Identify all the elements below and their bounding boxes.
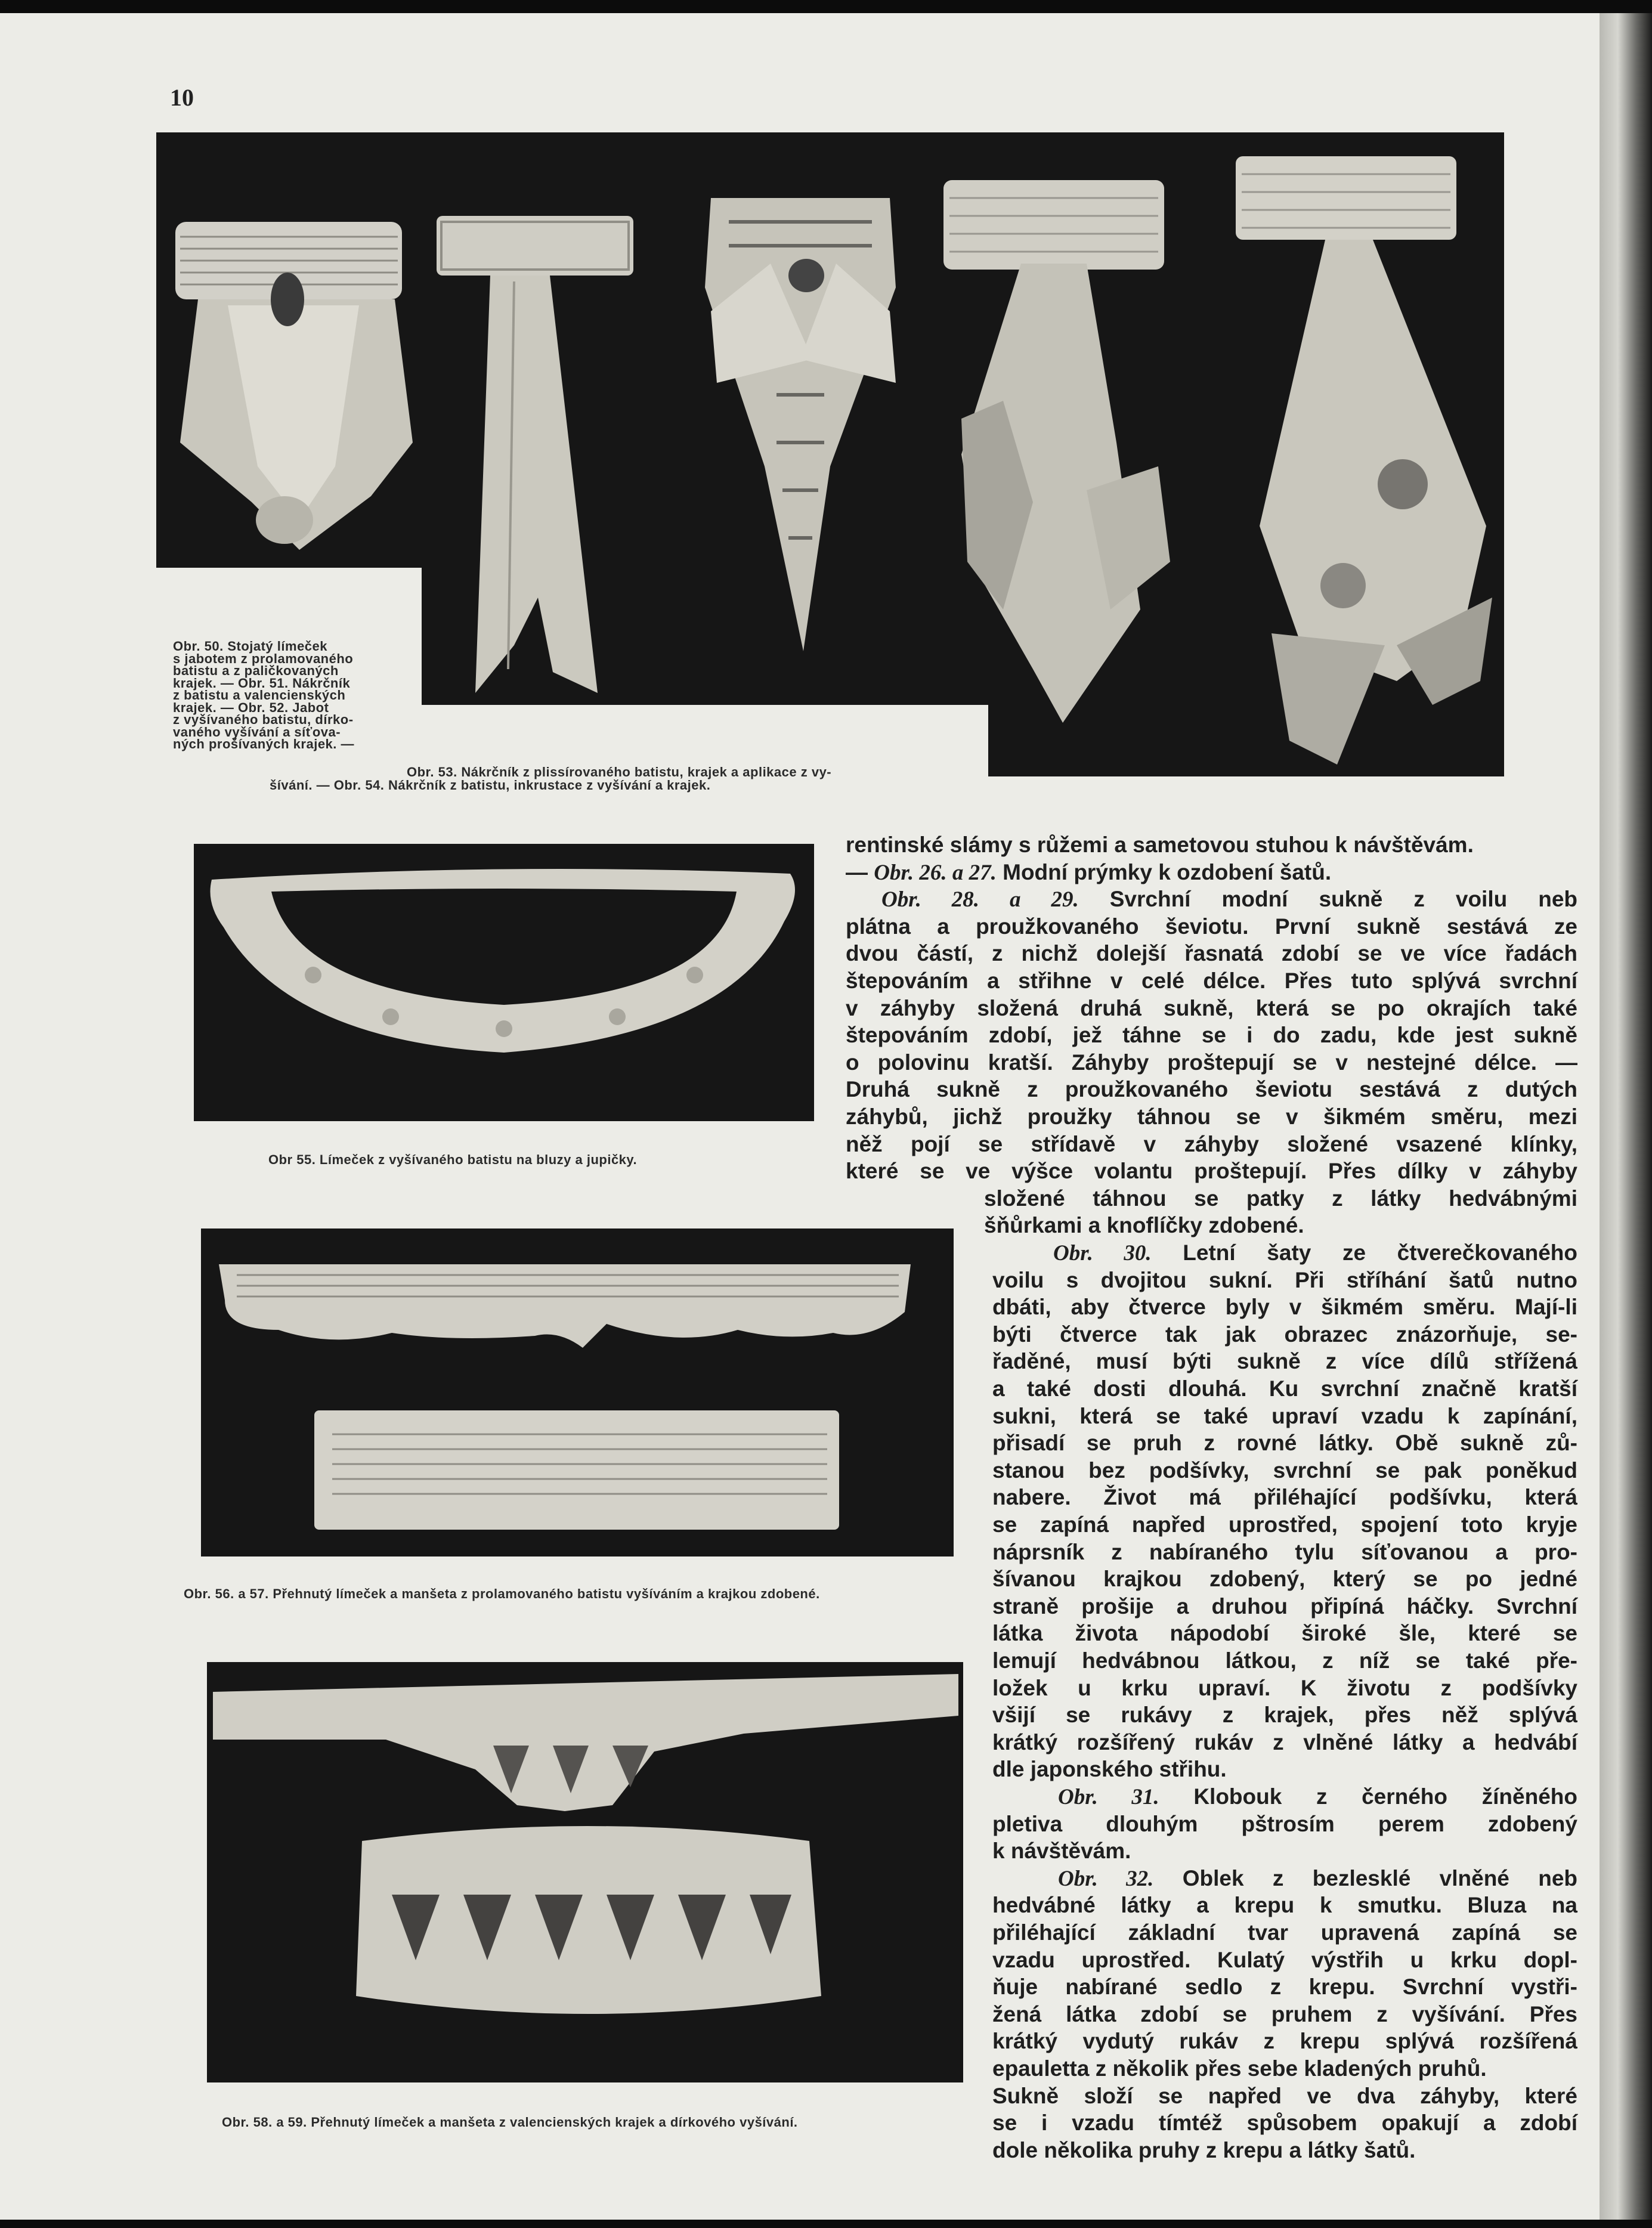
text-segment: —: [846, 859, 874, 884]
magazine-page: [0, 13, 1600, 2220]
photo-collar-cuff-56-57: [201, 1229, 954, 1556]
text-segment: složené táhnou se patky z látky hedvábnými: [984, 1186, 1577, 1211]
text-segment: přisadí se pruh z rovné látky. Obě sukně zů-: [992, 1431, 1577, 1456]
text-segment: Oblek z bezlesklé vlněné neb: [1153, 1865, 1578, 1890]
text-segment: Sukně složí se napřed ve dva záhyby, které: [992, 2083, 1577, 2108]
text-segment: dole několika pruhy z krepu a látky šatů.: [992, 2137, 1416, 2162]
text-segment: přiléhající základní tvar upravená zapíná se: [992, 1920, 1577, 1945]
text-segment: které se ve výšce volantu proštepují. Přes dílky v záhyby: [846, 1159, 1577, 1184]
caption-line: Obr. 50. Stojatý límeček: [173, 639, 328, 654]
text-segment: náprsník z nabíraného tylu síťovanou a pro-: [992, 1539, 1577, 1564]
text-line: [992, 1729, 1577, 1756]
text-segment: býti čtverce tak jak obrazec znázorňuje, se-: [992, 1322, 1577, 1347]
caption-fig-50-52: [173, 640, 412, 751]
caption-line: krajek. — Obr. 52. Jabot: [173, 700, 329, 715]
text-segment: v záhyby složená druhá sukně, která se po okrajích také: [846, 995, 1577, 1020]
photo-collar-cuff-58-59: [207, 1662, 963, 2082]
caption-line: šívání. — Obr. 54. Nákrčník z batistu, inkrustace z vyšívání a krajek.: [270, 778, 711, 793]
text-segment: Klobouk z černého žíněného: [1159, 1784, 1577, 1809]
caption-line: z vyšívaného batistu, dírko-: [173, 712, 354, 727]
text-line: [992, 1348, 1577, 1375]
text-segment: krátký rozšířený rukáv z vlněné látky a hedvábí: [992, 1729, 1577, 1754]
caption-line: z batistu a valencienských: [173, 688, 346, 703]
text-line: [846, 1022, 1577, 1049]
text-segment: krátký vydutý rukáv z krepu splývá rozšířená: [992, 2029, 1577, 2054]
text-segment: Svrchní modní sukně z voilu neb: [1078, 887, 1578, 912]
text-line: [846, 1103, 1577, 1131]
text-line: [984, 1185, 1577, 1212]
text-segment: vzadu uprostřed. Kulatý výstřih u krku dopl-: [992, 1947, 1577, 1972]
text-line: [992, 1484, 1577, 1511]
text-line: [846, 831, 1577, 859]
text-segment: plátna a proužkovaného ševiotu. První sukně sestává ze: [846, 914, 1577, 939]
text-line: [992, 1267, 1577, 1294]
text-segment: o polovinu kratší. Záhyby proštepují se v nestejné délce. —: [846, 1050, 1577, 1075]
text-segment: k návštěvám.: [992, 1839, 1131, 1864]
text-segment: hedvábné látky a krepu k smutku. Bluza na: [992, 1893, 1577, 1918]
text-line: [992, 2028, 1577, 2055]
caption-line: ných prošívaných krajek. —: [173, 737, 355, 751]
illustration-collar-56: [219, 1264, 911, 1348]
figure-reference: Obr. 31.: [1058, 1785, 1159, 1809]
text-line: [992, 2055, 1577, 2082]
text-segment: voilu s dvojitou sukní. Při stříhání šatů nutno: [992, 1267, 1577, 1292]
text-line: [992, 2137, 1577, 2164]
text-segment: epauletta z několik přes sebe kladených pruhů.: [992, 2056, 1487, 2081]
text-line: [992, 1675, 1577, 1702]
caption-line: krajek. — Obr. 51. Nákrčník: [173, 675, 351, 691]
text-segment: Druhá sukně z proužkovaného ševiotu sestává z dutých: [846, 1077, 1577, 1102]
text-line: [881, 886, 1577, 914]
text-segment: něž pojí se střídavě v záhyby složené vsazené klínky,: [846, 1131, 1577, 1156]
text-segment: se zapíná napřed uprostřed, spojení toto kryje: [992, 1512, 1577, 1537]
page-number: 10: [170, 84, 194, 111]
text-line: [992, 1620, 1577, 1647]
text-line: [992, 2109, 1577, 2137]
text-line: [992, 1701, 1577, 1729]
text-line: [846, 1158, 1577, 1185]
text-line: [846, 1049, 1577, 1076]
text-line: [846, 913, 1577, 940]
text-segment: štepováním a střihne v celé délce. Přes tuto splývá svrchní: [846, 968, 1577, 993]
caption-fig-55: Obr 55. Límeček z vyšívaného batistu na bluzy a jupičky.: [268, 1152, 638, 1167]
text-line: [992, 1294, 1577, 1321]
text-line: [992, 1429, 1577, 1457]
text-line: [846, 1131, 1577, 1158]
text-line: [984, 1212, 1577, 1239]
text-segment: dle japonského střihu.: [992, 1757, 1227, 1782]
text-line: [846, 1076, 1577, 1103]
text-segment: záhybů, jichž proužky táhnou se v šikmém směru, mezi: [846, 1104, 1577, 1129]
text-segment: straně prošije a druhou připíná háčky. Svrchní: [992, 1593, 1577, 1619]
text-line: [846, 995, 1577, 1022]
text-segment: šňůrkami a knoflíčky zdobené.: [984, 1213, 1304, 1238]
text-line: [992, 1947, 1577, 1974]
text-line: [992, 1593, 1577, 1620]
text-line: [992, 1919, 1577, 1947]
illustration-cuff-59: [356, 1826, 821, 2014]
text-segment: nabere. Život má přiléhající podšívku, která: [992, 1485, 1577, 1510]
figure-reference: Obr. 30.: [1053, 1241, 1152, 1265]
photo-collar-55: [194, 844, 814, 1121]
text-segment: Modní prýmky k ozdobení šatů.: [996, 859, 1332, 884]
text-line: [992, 1511, 1577, 1539]
caption-line: batistu a z paličkovaných: [173, 663, 339, 678]
caption-fig-56-57: Obr. 56. a 57. Přehnutý límeček a manšeta z prolamovaného batistu vyšíváním a krajkou zdobené.: [184, 1586, 820, 1601]
text-segment: se i vzadu tímtéž spůsobem opakují a zdobí: [992, 2111, 1577, 2136]
text-segment: štepováním zdobí, jež táhne se i do zadu, kde jest sukně: [846, 1023, 1577, 1048]
caption-line: Obr. 53. Nákrčník z plissírovaného batistu, krajek a aplikace z vy-: [407, 765, 832, 779]
book-spine-edge: [1600, 13, 1652, 2220]
text-line: [1058, 1865, 1577, 1893]
text-line: [992, 1457, 1577, 1484]
illustration-cuff-57: [314, 1410, 839, 1530]
text-segment: šívanou krajkou zdobený, který se po jedné: [992, 1567, 1577, 1592]
text-line: [992, 1892, 1577, 1919]
text-segment: ložek u krku upraví. K životu z podšívky: [992, 1675, 1577, 1700]
text-line: [992, 1565, 1577, 1593]
text-segment: všijí se rukávy z krajek, přes něž splývá: [992, 1703, 1577, 1728]
caption-fig-53-54: [270, 765, 943, 793]
text-segment: látka života nápodobí široké šle, které se: [992, 1621, 1577, 1646]
text-segment: dvou částí, z nichž dolejší řasnatá zdobí se ve více řadách: [846, 941, 1577, 966]
figure-reference: Obr. 26. a 27.: [874, 860, 997, 885]
text-line: [992, 1647, 1577, 1675]
text-line: [992, 1837, 1577, 1865]
text-segment: Letní šaty ze čtverečkovaného: [1151, 1240, 1577, 1265]
caption-line: s jabotem z prolamovaného: [173, 651, 354, 666]
text-segment: pletiva dlouhým pštrosím perem zdobený: [992, 1811, 1577, 1836]
text-segment: řaděné, musí býti sukně z více dílů střížená: [992, 1349, 1577, 1374]
text-line: [992, 2082, 1577, 2110]
text-segment: sukni, která se také upraví vzadu k zapínání,: [992, 1403, 1577, 1428]
text-line: [992, 1756, 1577, 1783]
caption-line: vaného vyšívání a síťova-: [173, 724, 341, 739]
text-line: [992, 1403, 1577, 1430]
text-segment: stanou bez podšívky, svrchní se pak poněkud: [992, 1458, 1577, 1483]
text-line: [992, 1539, 1577, 1566]
text-line: [992, 2001, 1577, 2028]
figure-reference: Obr. 32.: [1058, 1866, 1154, 1891]
text-segment: lemují hedvábnou látkou, z níž se také pře-: [992, 1648, 1577, 1673]
text-line: [846, 967, 1577, 995]
text-line: [846, 859, 1577, 887]
figure-reference: Obr. 28. a 29.: [881, 887, 1079, 912]
text-line: [846, 940, 1577, 967]
text-segment: rentinské slámy s růžemi a sametovou stuhou k návštěvám.: [846, 833, 1474, 857]
text-line: [1058, 1783, 1577, 1811]
text-line: [1053, 1239, 1577, 1267]
text-segment: a také dosti dlouhá. Ku svrchní značně kratší: [992, 1376, 1577, 1401]
text-segment: ňuje nabírané sedlo z krepu. Svrchní vystři-: [992, 1975, 1577, 2000]
text-line: [992, 1973, 1577, 2001]
text-line: [992, 1321, 1577, 1348]
text-line: [992, 1375, 1577, 1403]
text-segment: žená látka zdobí se pruhem z vyšívání. Přes: [992, 2001, 1577, 2026]
text-line: [992, 1811, 1577, 1838]
text-segment: dbáti, aby čtverce byly v šikmém směru. Mají-li: [992, 1295, 1577, 1320]
caption-fig-58-59: Obr. 58. a 59. Přehnutý límeček a manšeta z valencienských krajek a dírkového vyšívání.: [222, 2115, 798, 2130]
